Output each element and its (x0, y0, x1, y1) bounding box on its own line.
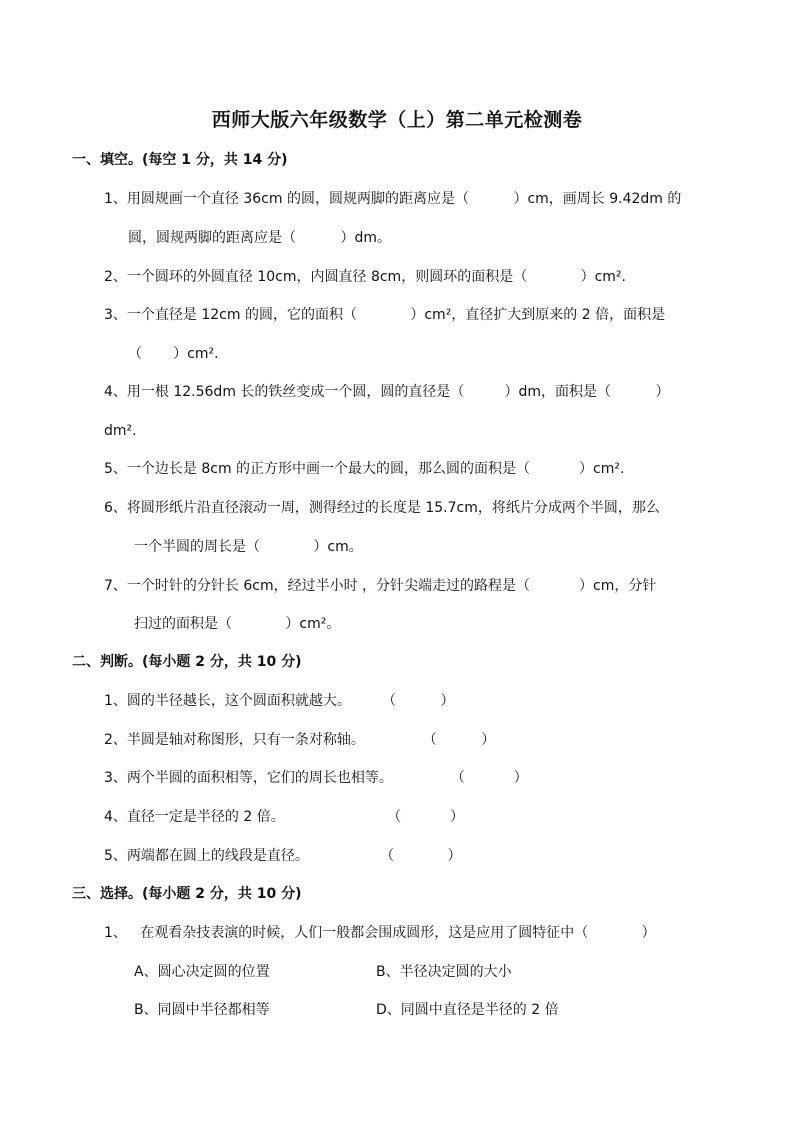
judgment-item: 1、圆的半径越长，这个圆面积就越大。 （ ） (104, 693, 455, 709)
page-title: 西师大版六年级数学（上）第二单元检测卷 (211, 109, 583, 131)
judgment-item: 2、半圆是轴对称图形，只有一条对称轴。 （ ） (104, 732, 496, 748)
question-line: 7、一个时针的分针长 6cm，经过半小时 ，分针尖端走过的路程是（ ）cm，分针 (104, 578, 657, 594)
section-heading-choice: 三、选择。(每小题 2 分，共 10 分) (72, 886, 302, 902)
judgment-item: 5、两端都在圆上的线段是直径。 （ ） (104, 848, 462, 864)
question-line: 6、将圆形纸片沿直径滚动一周，测得经过的长度是 15.7cm，将纸片分成两个半圆，那么 (104, 500, 660, 516)
choice-option: A、圆心决定圆的位置 (134, 964, 270, 980)
question-line: 4、用一根 12.56dm 长的铁丝变成一个圆，圆的直径是（ ）dm，面积是（ ） (104, 384, 670, 400)
judgment-item: 4、直径一定是半径的 2 倍。 （ ） (104, 809, 465, 825)
question-line: 圆，圆规两脚的距离应是（ ）dm。 (128, 230, 392, 246)
question-line: 3、一个直径是 12cm 的圆，它的面积（ ）cm²，直径扩大到原来的 2 倍，面积是 (104, 307, 666, 323)
question-line: 一个半圆的周长是（ ）cm。 (134, 539, 363, 555)
choice-option: B、同圆中半径都相等 (134, 1002, 270, 1018)
question-line: dm². (104, 423, 137, 439)
choice-option: D、同圆中直径是半径的 2 倍 (376, 1002, 559, 1018)
section-heading-fill-in: 一、填空。(每空 1 分，共 14 分) (72, 152, 288, 168)
choice-question: 1、 在观看杂技表演的时候，人们一般都会围成圆形，这是应用了圆特征中（ ） (104, 925, 656, 941)
question-line: （ ）cm². (128, 346, 219, 362)
question-line: 5、一个边长是 8cm 的正方形中画一个最大的圆，那么圆的面积是（ ）cm². (104, 461, 625, 477)
question-line: 1、用圆规画一个直径 36cm 的圆，圆规两脚的距离应是（ ）cm，画周长 9.42dm 的 (104, 191, 682, 207)
question-line: 2、一个圆环的外圆直径 10cm，内圆直径 8cm，则圆环的面积是（ ）cm². (104, 269, 626, 285)
judgment-item: 3、两个半圆的面积相等，它们的周长也相等。 （ ） (104, 770, 528, 786)
choice-option: B、半径决定圆的大小 (376, 964, 512, 980)
question-line: 扫过的面积是（ ）cm²。 (134, 616, 341, 632)
section-heading-judgment: 二、判断。(每小题 2 分，共 10 分) (72, 654, 302, 670)
